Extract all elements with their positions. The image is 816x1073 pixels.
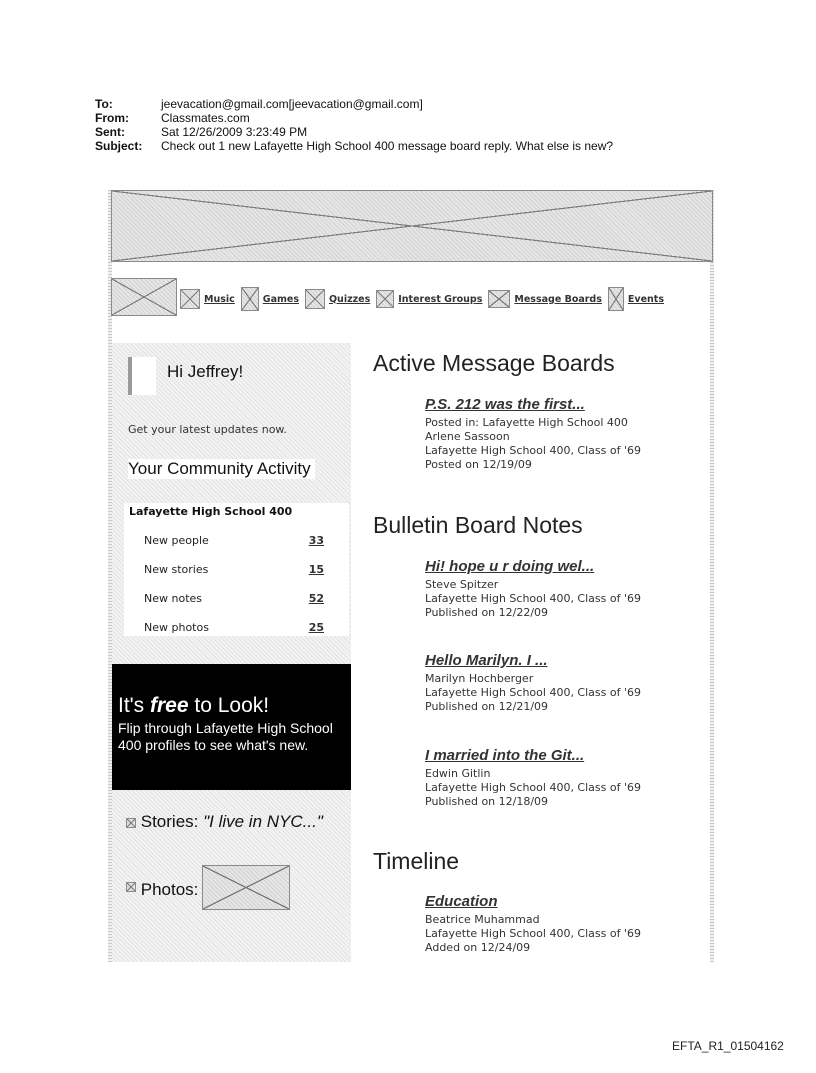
games-icon [241,287,259,311]
subject-row [95,139,613,153]
timeline-entry [425,892,641,955]
bulletin-entry [425,651,641,714]
banner-image-placeholder [111,190,713,262]
nav-events[interactable]: Events [627,293,664,305]
entry-title-link[interactable]: Hi! hope u r doing wel... [425,558,595,575]
stories-line[interactable] [126,812,323,832]
stat-label: New stories [144,563,209,576]
entry-line: Posted on 12/19/09 [425,458,532,471]
stat-row-people [144,534,324,547]
stories-quote: "I live in NYC..." [203,812,323,831]
message-board-entry [425,395,641,472]
from-value: Classmates.com [161,111,250,125]
nav-music[interactable]: Music [204,293,235,305]
entry-line: Published on 12/21/09 [425,700,549,713]
sent-label: Sent: [95,125,125,139]
frame-right-border [710,190,714,962]
stories-label: Stories: [140,812,204,831]
from-row [95,111,613,125]
photo-thumbnail-placeholder[interactable] [202,865,290,910]
entry-line: Lafayette High School 400, Class of '69 [425,781,641,794]
promo-title-post: to Look! [188,694,270,717]
promo-title-bold: free [150,694,189,717]
stories-icon [126,818,136,828]
nav-interest-groups[interactable]: Interest Groups [398,293,483,305]
stat-label: New photos [144,621,209,634]
stat-value-link[interactable]: 52 [308,592,324,605]
stat-value-link[interactable]: 15 [308,563,324,576]
email-header [95,97,613,153]
timeline-title: Timeline [373,848,460,874]
entry-line: Beatrice Muhammad [425,913,540,926]
entry-line: Steve Spitzer [425,578,499,591]
entry-line: Marilyn Hochberger [425,672,534,685]
entry-line: Arlene Sassoon [425,430,510,443]
community-activity-title: Your Community Activity [128,459,315,479]
promo-title-pre: It's [118,694,151,717]
stat-value-link[interactable]: 25 [308,621,324,634]
quizzes-icon [305,289,325,309]
entry-title-link[interactable]: P.S. 212 was the first... [425,396,585,413]
promo-title [118,694,351,718]
document-id: EFTA_R1_01504162 [672,1039,784,1053]
entry-title-link[interactable]: Hello Marilyn. I ... [425,652,548,669]
entry-line: Published on 12/18/09 [425,795,549,808]
to-label: To: [95,97,113,111]
stat-value-link[interactable]: 33 [308,534,324,547]
stat-row-photos [144,621,324,634]
avatar [128,357,156,395]
entry-line: Lafayette High School 400, Class of '69 [425,927,641,940]
stat-label: New people [144,534,209,547]
bulletin-board-title: Bulletin Board Notes [373,512,583,538]
photos-label: Photos: [140,880,199,899]
photos-icon [126,882,136,892]
bulletin-entry [425,746,641,809]
school-name: Lafayette High School 400 [129,505,293,518]
stat-row-stories [144,563,324,576]
entry-line: Published on 12/22/09 [425,606,549,619]
photos-line[interactable] [126,880,198,900]
logo-image-placeholder [111,278,177,316]
to-value: jeevacation@gmail.com[jeevacation@gmail.com] [161,97,423,111]
entry-line: Posted in: Lafayette High School 400 [425,416,628,429]
subject-label: Subject: [95,139,143,153]
events-icon [608,287,624,311]
free-to-look-promo[interactable] [112,664,351,790]
bulletin-entry [425,557,641,620]
greeting: Hi Jeffrey! [167,362,244,381]
entry-title-link[interactable]: I married into the Git... [425,747,585,764]
message-boards-icon [488,290,510,308]
music-icon [180,289,200,309]
nav-message-boards[interactable]: Message Boards [514,293,602,305]
entry-line: Lafayette High School 400, Class of '69 [425,444,641,457]
entry-title-link[interactable]: Education [425,893,498,910]
entry-line: Added on 12/24/09 [425,941,531,954]
stat-row-notes [144,592,324,605]
active-message-boards-title: Active Message Boards [373,350,615,376]
entry-line: Lafayette High School 400, Class of '69 [425,686,641,699]
entry-line: Edwin Gitlin [425,767,491,780]
entry-line: Lafayette High School 400, Class of '69 [425,592,641,605]
nav-quizzes[interactable]: Quizzes [328,293,371,305]
school-stats-box [124,503,349,636]
updates-link-text[interactable]: Get your latest updates now. [128,423,287,436]
interest-groups-icon [376,290,394,308]
to-row [95,97,613,111]
subject-value: Check out 1 new Lafayette High School 400 message board reply. What else is new? [161,139,614,153]
promo-body: Flip through Lafayette High School 400 profiles to see what's new. [118,720,333,753]
from-label: From: [95,111,129,125]
sent-value: Sat 12/26/2009 3:23:49 PM [161,125,308,139]
nav-games[interactable]: Games [262,293,299,305]
stat-label: New notes [144,592,203,605]
top-nav [180,287,670,311]
sent-row [95,125,613,139]
